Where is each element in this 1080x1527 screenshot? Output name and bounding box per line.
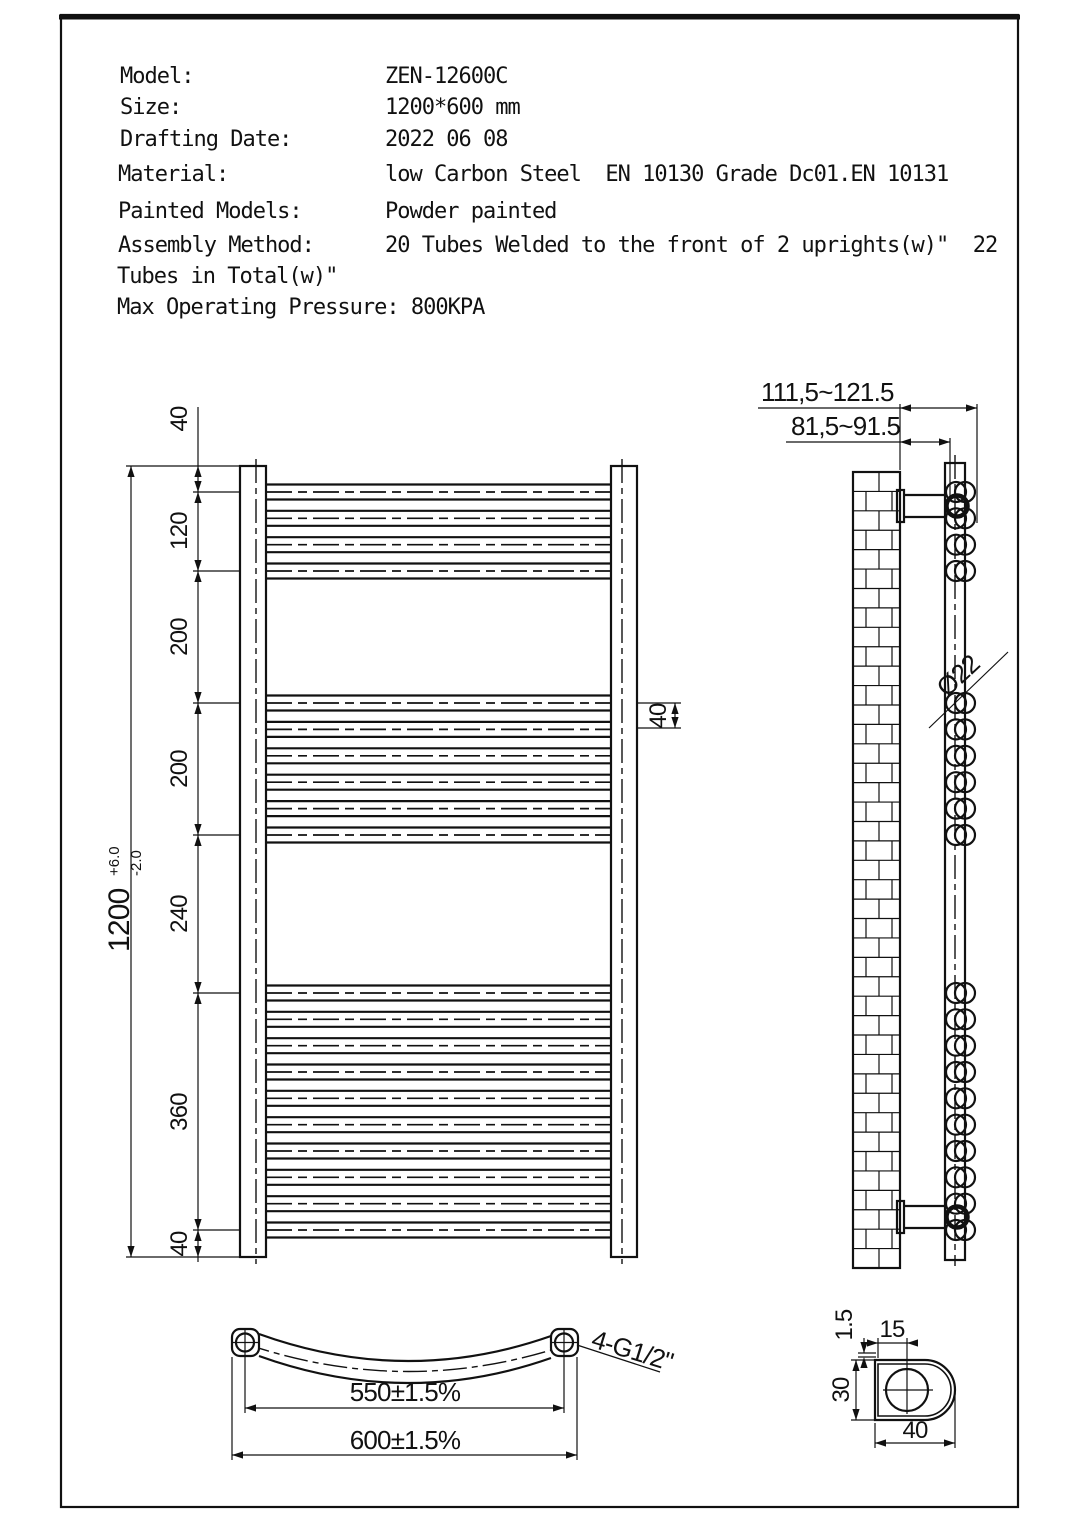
chain-dim-200-a: 200 [166,618,193,656]
tube-pitch-dim: 40 [645,703,672,729]
overall-height-dim: 1200+6.0 -2.0 [103,846,145,952]
side-view-dimensions [761,377,985,702]
assembly-method-continuation: Tubes in Total(w)" [117,264,338,289]
chain-dim-240: 240 [166,895,193,933]
side-view [758,404,1008,1268]
connection-thread-label: 4-G1/2" [588,1323,677,1377]
chain-dim-200-b: 200 [166,750,193,788]
assembly-method-value: 20 Tubes Welded to the front of 2 uprights(w)" 22 [385,233,998,258]
profile-width-dim: 40 [902,1417,928,1444]
chain-dim-40-top: 40 [166,406,193,432]
material-value: low Carbon Steel EN 10130 Grade Dc01.EN 10131 [385,162,949,187]
assembly-method-label: Assembly Method: [118,233,314,258]
size-label: Size: [120,95,182,120]
hole-offset-dim: 15 [879,1316,905,1343]
painted-models-label: Painted Models: [118,199,302,224]
tube-diameter-label: Ø22 [930,648,986,703]
drafting-date-value: 2022 06 08 [385,127,508,152]
wall-distance-min-dim: 81,5~91.5 [791,411,901,441]
painted-models-value: Powder painted [385,199,557,224]
tube-centres-dim: 550±1.5% [349,1377,461,1407]
wall-thickness-dim: 1.5 [831,1309,858,1341]
bottom-view-dimensions [350,1324,677,1455]
chain-dim-40-bottom: 40 [166,1231,193,1257]
profile-height-dim: 30 [828,1377,855,1403]
model-label: Model: [120,64,194,89]
chain-dim-360: 360 [166,1093,193,1131]
size-value: 1200*600 mm [385,95,520,120]
max-pressure-line: Max Operating Pressure: 800KPA [117,295,485,320]
front-view [126,407,681,1264]
front-view-dimensions [103,406,672,1257]
drafting-date-label: Drafting Date: [120,127,292,152]
material-label: Material: [118,162,229,187]
model-value: ZEN-12600C [385,64,508,89]
info-block [117,64,997,320]
wall-distance-max-dim: 111,5~121.5 [761,377,894,407]
chain-dim-120: 120 [166,512,193,550]
overall-width-dim: 600±1.5% [349,1425,461,1455]
